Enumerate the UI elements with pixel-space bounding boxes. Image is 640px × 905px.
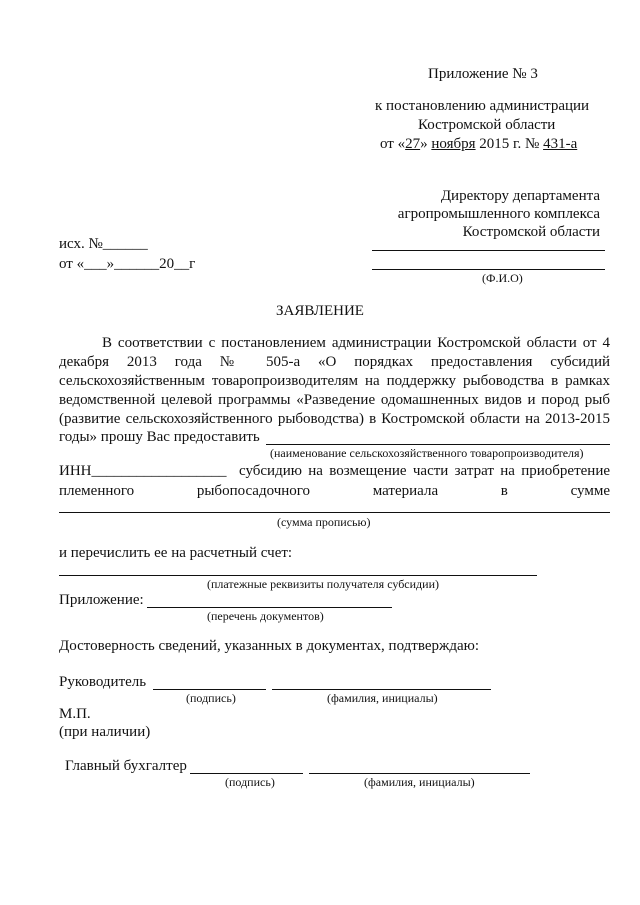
addressee-fio-line2[interactable] [372,269,605,270]
caption-sign1: (подпись) [186,691,236,705]
seal-label: М.П. [59,706,91,722]
body-line8: племенного рыбопосадочного материала в сумме [59,483,610,499]
date-month: ноября [431,136,476,152]
caption-amount: (сумма прописью) [277,515,371,529]
body-line5: (развитие сельскохозяйственного рыбоводства) в Костромской области на 2013-2015 [59,411,610,427]
date-day: 27 [405,136,421,152]
document-heading: ЗАЯВЛЕНИЕ [276,303,364,319]
accountant-label: Главный бухгалтер [65,758,187,774]
appendix-title: Приложение № 3 [428,66,538,82]
caption-name1: (фамилия, инициалы) [327,691,438,705]
appendix-region: Костромской области [418,117,556,133]
caption-sign2: (подпись) [225,775,275,789]
attachment-line[interactable] [147,607,392,608]
fio-caption: (Ф.И.О) [482,271,523,285]
body-line3: сельскохозяйственным товаропроизводителям на поддержку рыбоводства в рамках [59,373,610,389]
head-name-line[interactable] [272,689,491,690]
caption-payment: (платежные реквизиты получателя субсидии) [207,577,439,591]
head-label: Руководитель [59,674,147,690]
date-year: 2015 г. № [479,136,540,152]
addressee-line3: Костромской области [462,224,600,240]
payment-line[interactable] [59,575,537,576]
attachment-label: Приложение: [59,592,144,608]
inn-label: ИНН__________________ [59,463,227,479]
date-day-close: » [420,136,428,152]
producer-name-line[interactable] [266,444,610,445]
accountant-sign-line[interactable] [190,773,303,774]
appendix-to-resolution: к постановлению администрации [375,98,590,114]
caption-producer: (наименование сельскохозяйственного товаропроизводителя) [270,446,584,460]
caption-name2: (фамилия, инициалы) [364,775,475,789]
appendix-date [380,136,577,153]
resolution-number: 431-а [543,136,578,152]
transfer-text: и перечислить ее на расчетный счет: [59,545,293,561]
caption-docs: (перечень документов) [207,609,324,623]
addressee-line2: агропромышленного комплекса [397,206,600,222]
body-line6: годы» прошу Вас предоставить [59,429,260,445]
body-line4: ведомственной целевой программы «Разведение одомашненных видов и пород рыб [59,392,610,408]
head-sign-line[interactable] [153,689,266,690]
outgoing-ref: исх. №______ [59,236,148,252]
inn-text: субсидию на возмещение части затрат на приобретение [239,463,610,479]
addressee-line1: Директору департамента [440,188,600,204]
outgoing-date: от «___»______20__г [59,256,196,272]
addressee-fio-line1[interactable] [372,250,605,251]
seal-note: (при наличии) [59,724,151,740]
body-line2: декабря 2013 года № 505-а «О порядках предоставления субсидий [59,354,610,370]
accountant-name-line[interactable] [309,773,530,774]
date-prefix: от « [380,136,406,152]
amount-line[interactable] [59,512,610,513]
body-line1: В соответствии с постановлением администрации Костромской области от 4 [102,335,610,351]
confirm-text: Достоверность сведений, указанных в документах, подтверждаю: [59,638,480,654]
